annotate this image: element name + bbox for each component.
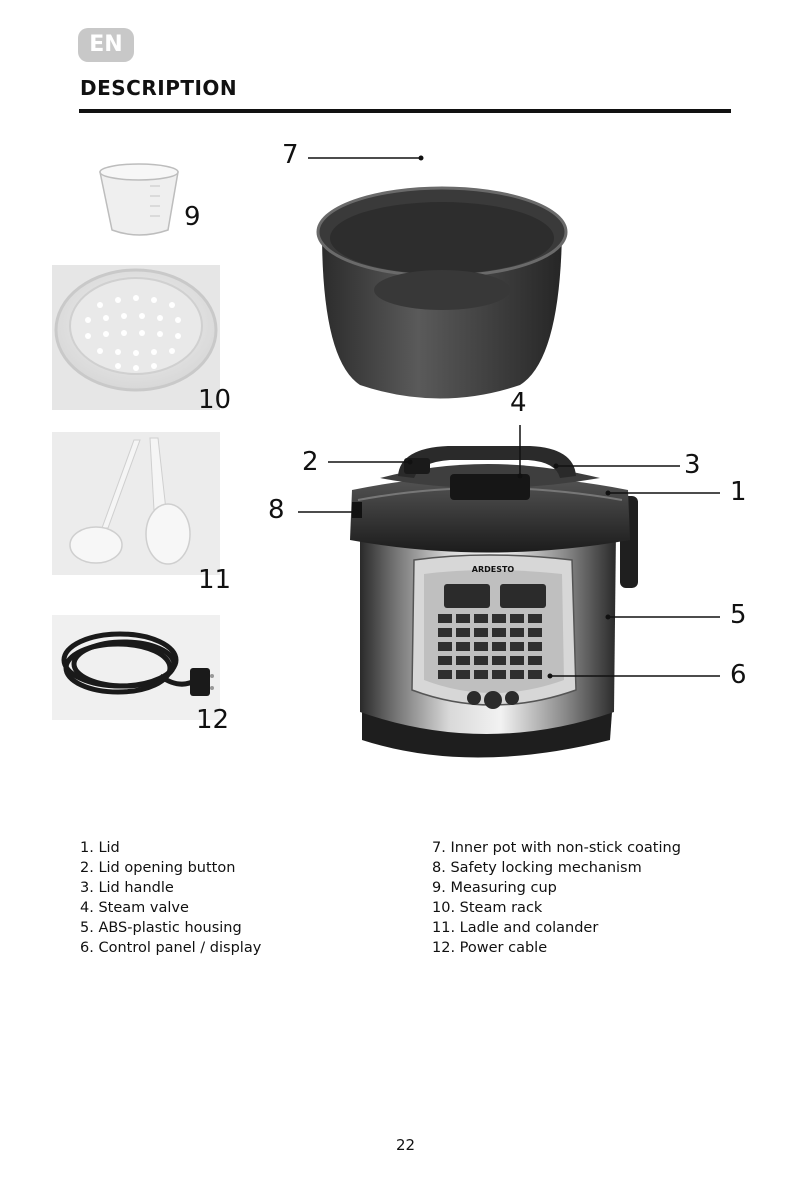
- page-number: 22: [395, 1136, 416, 1154]
- callout-2: 2: [302, 447, 319, 477]
- steam-rack-image: [52, 265, 220, 410]
- list-item: 3. Lid handle: [80, 880, 174, 896]
- callout-7: 7: [282, 140, 299, 170]
- power-cable-image: [52, 615, 220, 720]
- list-item: 7. Inner pot with non-stick coating: [432, 840, 681, 856]
- callout-4: 4: [510, 388, 527, 418]
- callout-3: 3: [684, 450, 701, 480]
- callout-1: 1: [730, 477, 747, 507]
- callout-8: 8: [268, 495, 285, 525]
- parts-list-left: [80, 838, 261, 958]
- brand-logo: ARDESTO: [471, 565, 515, 574]
- list-item: 1. Lid: [80, 840, 120, 856]
- list-item: 8. Safety locking mechanism: [432, 860, 642, 876]
- list-item: 5. ABS-plastic housing: [80, 920, 242, 936]
- list-item: 11. Ladle and colander: [432, 920, 599, 936]
- measuring-cup-image: [100, 164, 178, 235]
- callout-11: 11: [198, 565, 232, 595]
- inner-pot-image: [318, 188, 566, 399]
- multicooker-image: [350, 446, 638, 758]
- ladle-colander-image: [52, 432, 220, 575]
- list-item: 12. Power cable: [432, 940, 548, 956]
- list-item: 6. Control panel / display: [80, 940, 262, 956]
- callout-9: 9: [184, 202, 201, 232]
- list-item: 10. Steam rack: [432, 900, 543, 916]
- callout-6: 6: [730, 660, 747, 690]
- list-item: 4. Steam valve: [80, 900, 189, 916]
- callout-5: 5: [730, 600, 747, 630]
- parts-list-right: [432, 838, 681, 958]
- callout-12: 12: [196, 705, 230, 735]
- callout-10: 10: [198, 385, 232, 415]
- list-item: 2. Lid opening button: [80, 860, 236, 876]
- list-item: 9. Measuring cup: [432, 880, 557, 896]
- language-badge: EN: [78, 28, 134, 62]
- section-title: DESCRIPTION: [80, 76, 238, 100]
